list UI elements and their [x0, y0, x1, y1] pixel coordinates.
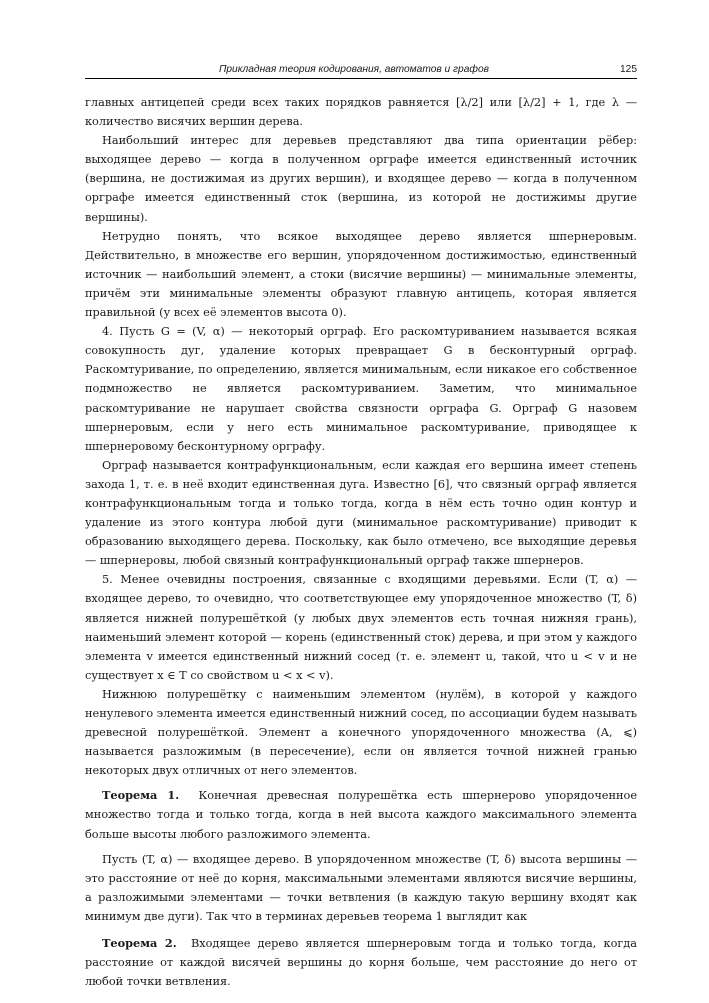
- theorem-2-text: Входящее дерево является шпернеровым тогда и только тогда, когда расстояние от каждой висячей вершины до корня больше, чем расстояние до него от любой точки ветвления.: [85, 937, 637, 989]
- page-number: 125: [620, 64, 637, 75]
- theorem-1: [85, 786, 637, 843]
- paragraph-contrafunctional: Орграф называется контрафункциональным, если каждая его вершина имеет степень захода 1, т. е. в неё входит единственная дуга. Известно [6], что связный орграф является контрафункциональным тогда и только тогда, когда в нём есть точно один контур и удаление из этого контура любой дуги (минимальное раскомтуривание) приводит к образованию выходящего дерева. Поскольку, как было отмечено, все выходящие деревья — шпернеровы, любой связный контрафункциональный орграф также шпернеров.: [85, 458, 637, 568]
- theorem-1-text: Конечная древесная полурешётка есть шпернерово упорядоченное множество тогда и только тогда, когда в ней высота каждого максимального элемента больше высоты любого разложимого элемента.: [85, 789, 638, 841]
- paragraph-continued: главных антицепей среди всех таких порядков равняется [λ/2] или [λ/2] + 1, где λ — количество висячих вершин дерева.: [85, 96, 637, 129]
- paragraph-item-5: 5. Менее очевидны построения, связанные с входящими деревьями. Если (T, α) — входящее дерево, то очевидно, что соответствующее ему упорядоченное множество (T, δ) является нижней полурешёткой (у любых двух элементов есть точная нижняя грань), наименьший элемент которой — корень (единственный сток) дерева, и при этом у каждого элемента v имеется единственный нижний сосед (т. е. элемент u, такой, что u < v и не существует x ∈ T со свойством u < x < v).: [85, 573, 637, 682]
- theorem-2-label: Теорема 2.: [102, 936, 177, 951]
- body-text: [85, 93, 637, 997]
- paragraph-tree-semilattice: Нижнюю полурешётку с наименьшим элементом (нулём), в которой у каждого ненулевого элемента имеется единственный нижний сосед, по ассоциации будем называть древесной полурешёткой. Элемент a конечного упорядоченного множества (A, ⩽) называется разложимым (в пересечение), если он является точной нижней гранью некоторых двух отличных от него элементов.: [85, 687, 637, 778]
- theorem-1-label: Теорема 1.: [102, 788, 180, 803]
- theorem-2: [85, 934, 637, 991]
- paragraph-outgoing-tree: Нетрудно понять, что всякое выходящее дерево является шпернеровым. Действительно, в множестве его вершин, упорядоченном достижимостью, единственный источник — наибольший элемент, а стоки (висячие вершины) — минимальные элементы, причём эти минимальные элементы образуют главную антицепь, которая является правильной (у всех её элементов высота 0).: [85, 229, 637, 320]
- paragraph-orientation-types: Наибольший интерес для деревьев представляют два типа ориентации рёбер: выходящее дерево — когда в полученном орграфе имеется единственный источник (вершина, не достижимая из других вершин), и входящее дерево — когда в полученном орграфе имеется единственный сток (вершина, из которой не достижимы другие вершины).: [85, 134, 637, 224]
- journal-title: Прикладная теория кодирования, автоматов и графов: [219, 64, 489, 75]
- paragraph-item-4: 4. Пусть G = (V, α) — некоторый орграф. Его раскомтуриванием называется всякая совокупность дуг, удаление которых превращает G в бесконтурный орграф. Раскомтуривание, по определению, является минимальным, если никакое его собственное подмножество не является раскомтуриванием. Заметим, что минимальное раскомтуривание не нарушает свойства связности орграфа G. Орграф G назовем шпернеровым, если у него есть минимальное раскомтуривание, приводящее к шпернеровому бесконтурному орграфу.: [85, 325, 637, 453]
- paragraph-incoming-tree: Пусть (T, α) — входящее дерево. В упорядоченном множестве (T, δ) высота вершины — это расстояние от неё до корня, максимальными элементами являются висячие вершины, а разложимыми элементами — точки ветвления (в каждую такую вершину входят как минимум две дуги). Так что в терминах деревьев теорема 1 выглядит как: [85, 852, 637, 923]
- running-header: [85, 62, 637, 79]
